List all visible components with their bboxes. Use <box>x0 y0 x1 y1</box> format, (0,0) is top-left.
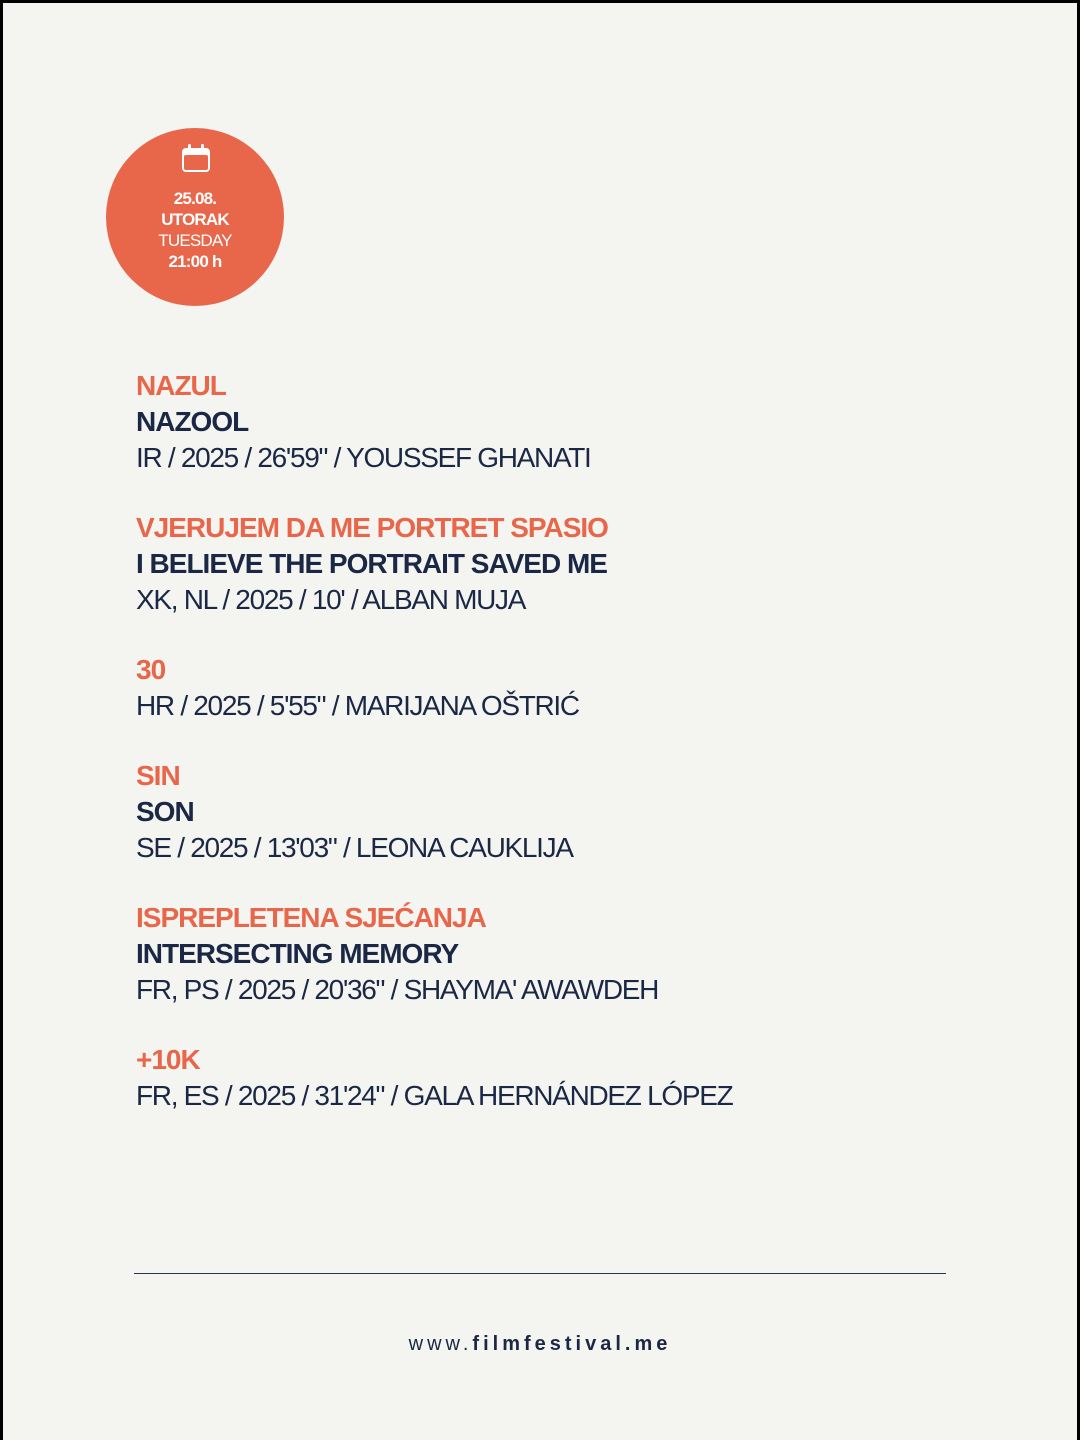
film-meta: FR, PS / 2025 / 20'36" / SHAYMA' AWAWDEH <box>136 974 659 1005</box>
website-domain: filmfestival.me <box>472 1333 672 1355</box>
film-original-title: ISPREPLETENA SJEĆANJA <box>136 902 486 933</box>
calendar-icon <box>181 144 211 174</box>
film-meta: SE / 2025 / 13'03" / LEONA CAUKLIJA <box>136 832 573 863</box>
film-entry <box>136 368 1036 476</box>
badge-date: 25.08. <box>173 189 217 208</box>
film-original-title: +10K <box>136 1044 200 1075</box>
film-original-title: SIN <box>136 760 180 791</box>
film-meta: IR / 2025 / 26'59" / YOUSSEF GHANATI <box>136 442 591 473</box>
badge-text <box>106 188 284 272</box>
film-meta: FR, ES / 2025 / 31'24" / GALA HERNÁNDEZ LÓPEZ <box>136 1080 733 1111</box>
footer-divider <box>134 1273 946 1274</box>
badge-day-english: TUESDAY <box>158 231 232 250</box>
website-prefix: www. <box>408 1333 473 1355</box>
film-meta: XK, NL / 2025 / 10' / ALBAN MUJA <box>136 584 526 615</box>
film-english-title: INTERSECTING MEMORY <box>136 938 459 969</box>
film-entry <box>136 900 1036 1008</box>
film-entry <box>136 1042 1036 1114</box>
film-original-title: NAZUL <box>136 370 226 401</box>
film-english-title: SON <box>136 796 194 827</box>
film-entry <box>136 652 1036 724</box>
date-badge <box>106 128 284 306</box>
film-original-title: 30 <box>136 654 166 685</box>
film-original-title: VJERUJEM DA ME PORTRET SPASIO <box>136 512 608 543</box>
badge-time: 21:00 h <box>168 252 222 271</box>
film-entry <box>136 510 1036 618</box>
film-meta: HR / 2025 / 5'55" / MARIJANA OŠTRIĆ <box>136 690 579 721</box>
film-entry <box>136 758 1036 866</box>
film-english-title: NAZOOL <box>136 406 249 437</box>
website-link[interactable] <box>3 1333 1077 1356</box>
badge-day-local: UTORAK <box>161 210 229 229</box>
film-list <box>136 368 1036 1148</box>
program-page <box>3 3 1077 1440</box>
film-english-title: I BELIEVE THE PORTRAIT SAVED ME <box>136 548 607 579</box>
